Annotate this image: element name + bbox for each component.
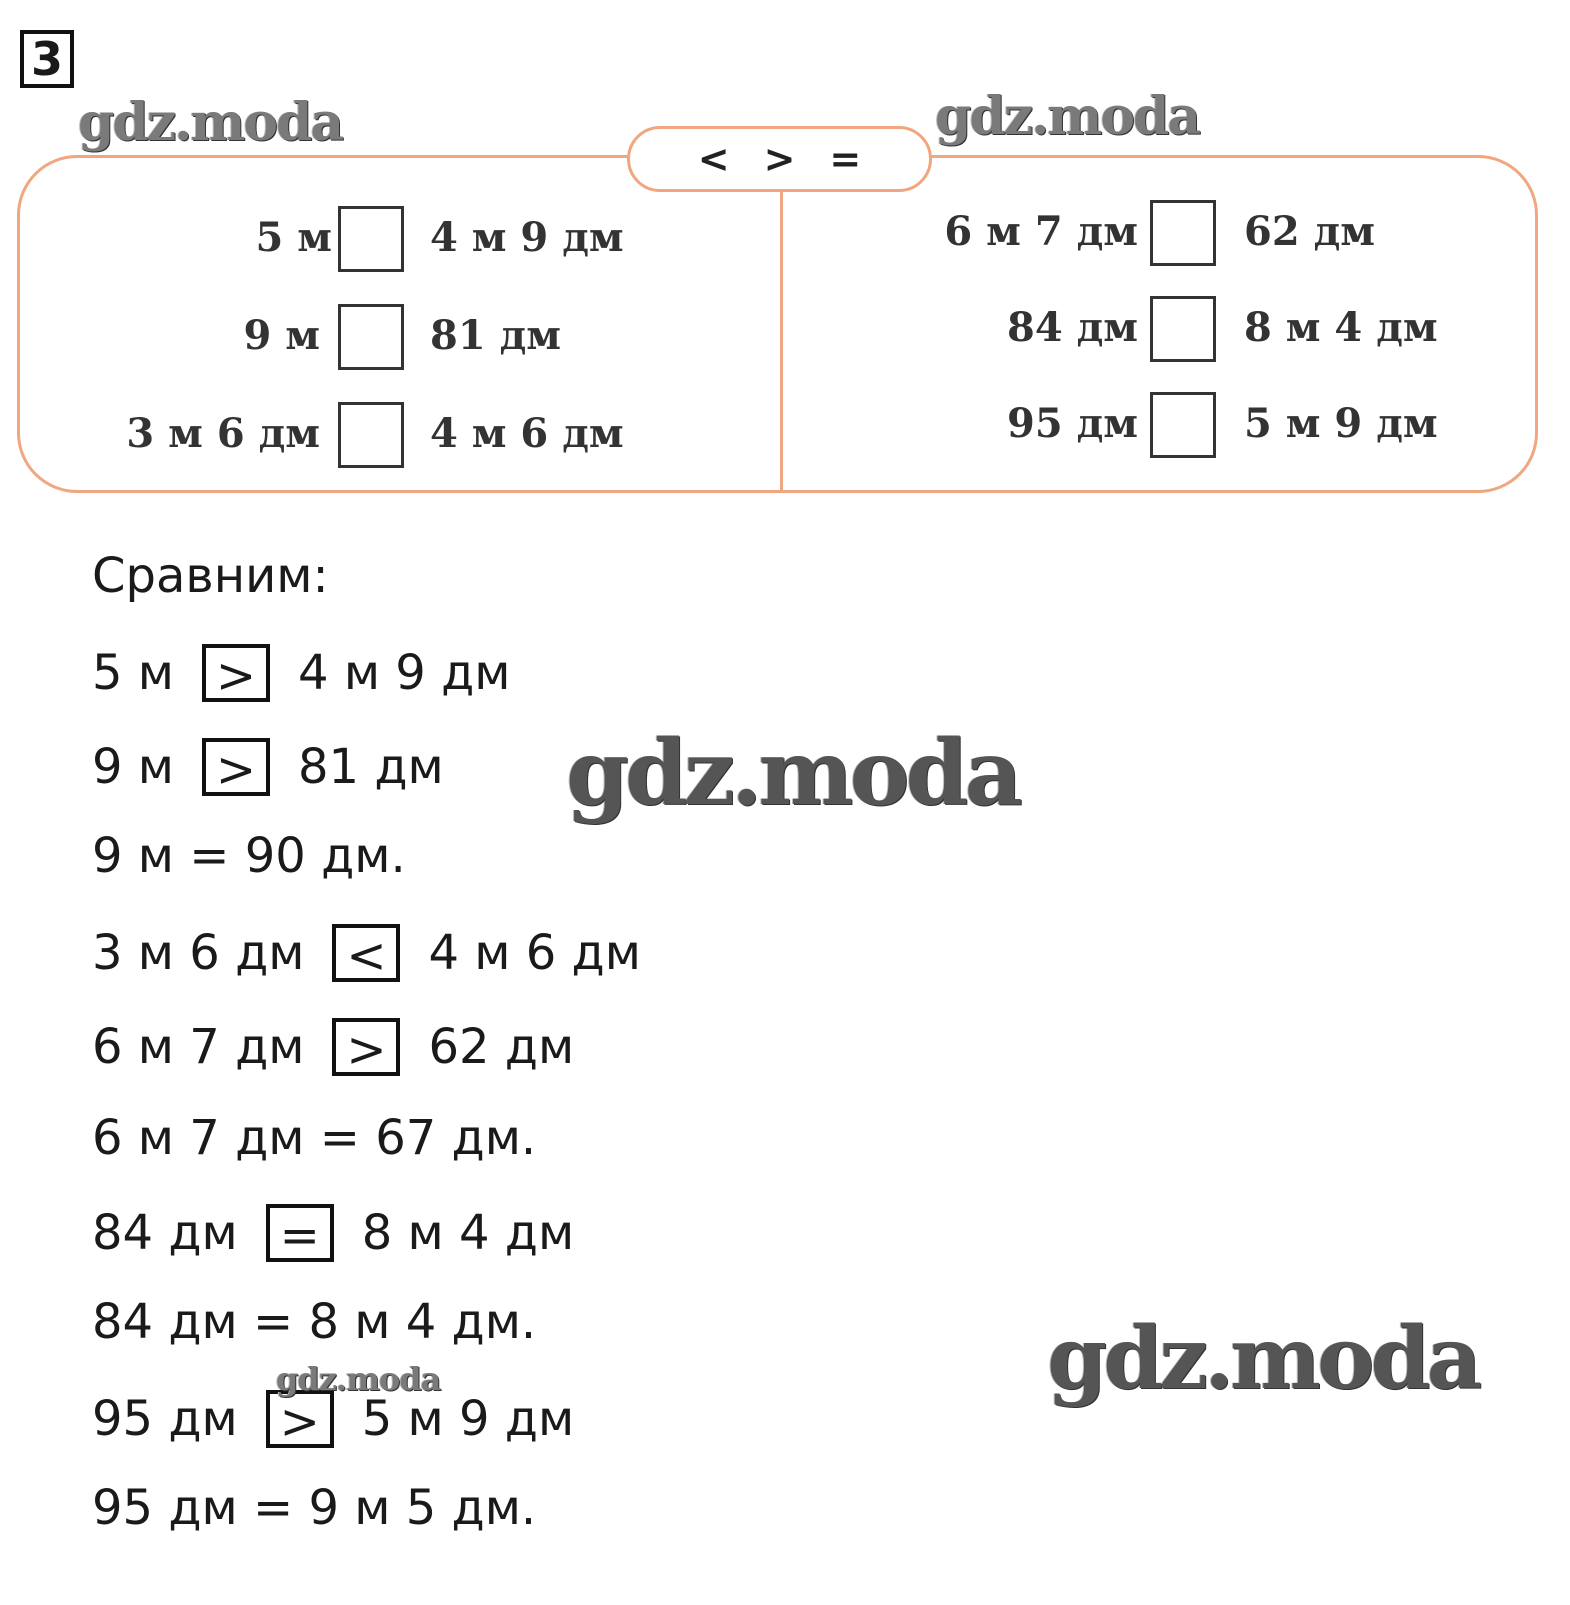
comparison-signs [627,126,932,192]
watermark: gdz.moda [276,1360,441,1398]
exercise-right-value: 81 дм [430,312,561,359]
solution-right: 62 дм [428,1019,575,1075]
exercise-right-value: 4 м 9 дм [430,214,624,261]
exercise-left-value: 84 дм [1007,304,1138,351]
task-number: 3 [20,30,74,88]
greater-sign: > [763,137,796,181]
exercise-right-value: 5 м 9 дм [1244,400,1438,447]
answer-sign-box: > [332,1018,400,1076]
solution-left: 9 м [92,739,175,795]
solution-right: 4 м 6 дм [428,925,641,981]
solution-right: 4 м 9 дм [298,645,511,701]
exercise-left-value: 5 м [255,214,332,261]
exercise-left-value: 9 м [243,312,320,359]
solution-left: 3 м 6 дм [92,925,305,981]
solution-right: 5 м 9 дм [361,1391,575,1447]
solution-comparison [92,1016,574,1080]
solution-note: 9 м = 90 дм. [92,828,406,884]
solution-comparison [92,736,444,800]
exercise-left-value: 95 дм [1007,400,1138,447]
answer-sign-box: < [332,924,400,982]
answer-blank[interactable] [1150,296,1216,362]
solution-right: 81 дм [298,739,444,795]
less-sign: < [697,137,730,181]
answer-sign-box: > [202,738,270,796]
solution-comparison [92,1202,574,1266]
solution-left: 84 дм [92,1205,238,1261]
solution-heading: Сравним: [92,548,329,604]
solution-left: 5 м [92,645,175,701]
exercise-left-value: 6 м 7 дм [944,208,1138,255]
answer-sign-box: > [202,644,270,702]
exercise-row [0,296,1138,366]
exercise-right-value: 62 дм [1244,208,1375,255]
exercise-right-value: 8 м 4 дм [1244,304,1438,351]
watermark: gdz.moda [78,92,343,153]
solution-left: 95 дм [92,1391,238,1447]
solution-comparison [92,922,641,986]
solution-note: 84 дм = 8 м 4 дм. [92,1294,537,1350]
watermark: gdz.moda [1047,1308,1479,1409]
watermark: gdz.moda [566,720,1019,826]
exercise-left-value: 3 м 6 дм [126,410,320,457]
answer-blank[interactable] [1150,200,1216,266]
solution-right: 8 м 4 дм [361,1205,575,1261]
answer-sign-box: = [266,1204,334,1262]
solution-left: 6 м 7 дм [92,1019,305,1075]
answer-sign-box: > [266,1390,334,1448]
equal-sign: = [829,137,862,181]
exercise-right-value: 4 м 6 дм [430,410,624,457]
solution-note: 95 дм = 9 м 5 дм. [92,1480,537,1536]
solution-note: 6 м 7 дм = 67 дм. [92,1110,537,1166]
exercise-row [0,392,1138,462]
exercise-row [0,200,1138,270]
solution-comparison [92,642,510,706]
answer-blank[interactable] [1150,392,1216,458]
watermark: gdz.moda [935,86,1200,147]
